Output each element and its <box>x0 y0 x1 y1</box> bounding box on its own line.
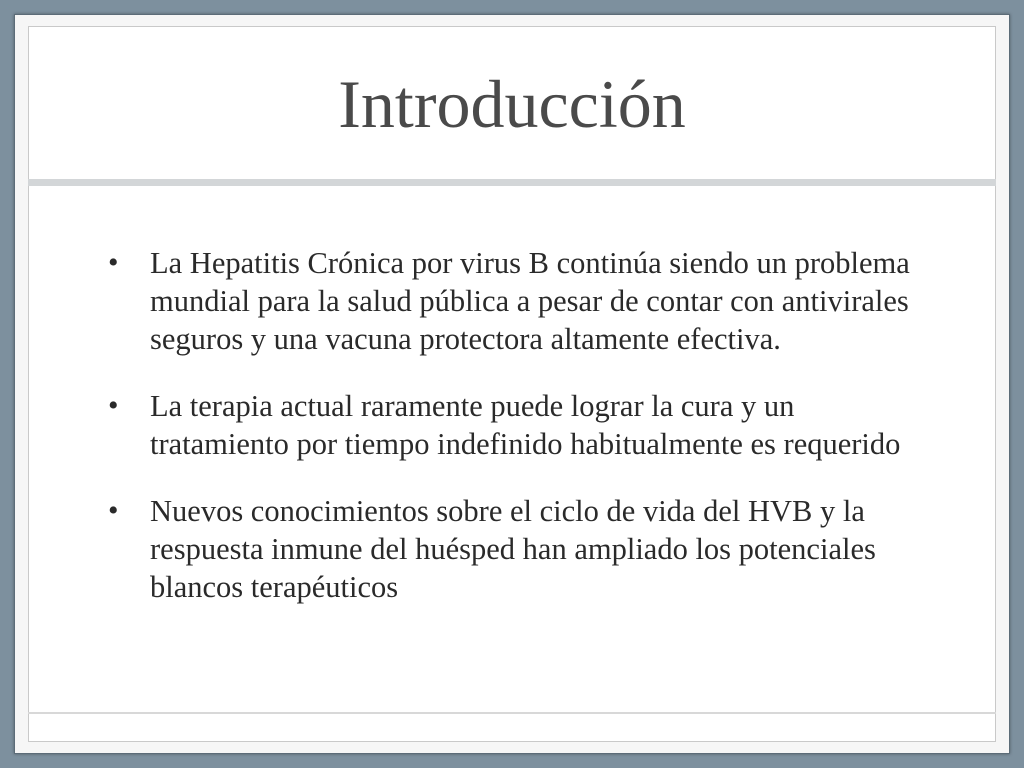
bullet-list <box>108 244 928 635</box>
bullet-icon: • <box>108 246 119 279</box>
bullet-item <box>108 244 928 358</box>
bullet-item <box>108 387 928 463</box>
bullet-icon: • <box>108 389 119 422</box>
bullet-text: Nuevos conocimientos sobre el ciclo de vida del HVB y la respuesta inmune del huésped han ampliado los potenciales blancos terapéuticos <box>150 494 876 604</box>
bullet-icon: • <box>108 494 119 527</box>
bullet-text: La terapia actual raramente puede lograr la cura y un tratamiento por tiempo indefinido habitualmente es requerido <box>150 389 901 461</box>
bullet-text: La Hepatitis Crónica por virus B continúa siendo un problema mundial para la salud pública a pesar de contar con antivirales seguros y una vacuna protectora altamente efectiva. <box>150 246 910 356</box>
slide-title: Introducción <box>338 66 686 142</box>
bullet-item <box>108 492 928 606</box>
footer-divider <box>28 712 996 714</box>
title-divider <box>28 179 996 186</box>
